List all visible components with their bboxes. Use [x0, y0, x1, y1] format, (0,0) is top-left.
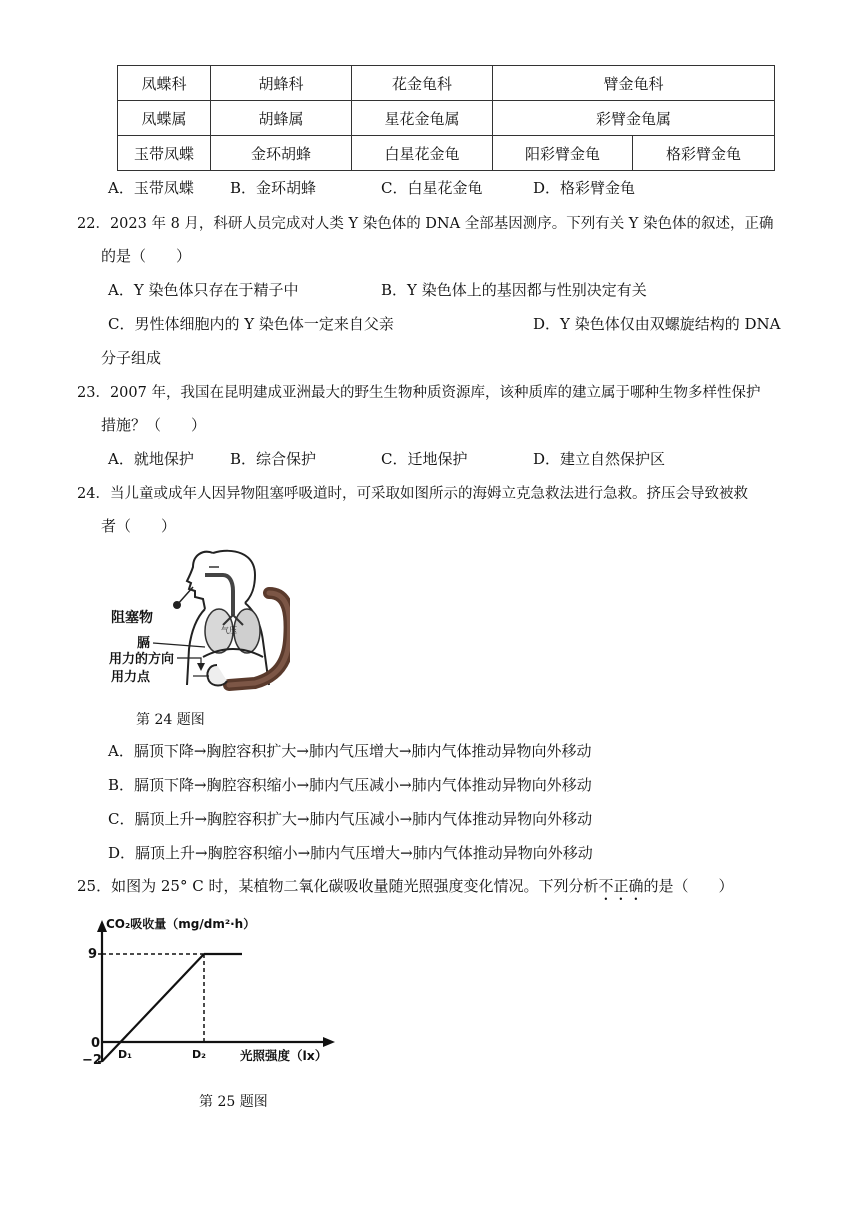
q23-stem-line2: 措施？（ ）: [101, 416, 207, 434]
figure-label-force-point: 用力点: [111, 670, 151, 685]
table-cell: 凤蝶科: [118, 66, 211, 101]
q23-option-d[interactable]: D．建立自然保护区: [533, 450, 666, 468]
table-row: [118, 101, 775, 136]
q22-option-c[interactable]: C．男性体细胞内的 Y 染色体一定来自父亲: [108, 315, 394, 333]
table-cell: 白星花金龟: [352, 136, 493, 171]
q24-stem-line1: 24．当儿童或成年人因异物阻塞呼吸道时，可采取如图所示的海姆立克急救法进行急救。挤压会导致被救: [77, 486, 748, 502]
q22-option-b[interactable]: B．Y 染色体上的基因都与性别决定有关: [381, 281, 647, 299]
x-tick-d2: D₂: [192, 1048, 206, 1061]
table-cell: 金环胡蜂: [211, 136, 352, 171]
q22-option-a[interactable]: A．Y 染色体只存在于精子中: [108, 281, 299, 299]
table-cell: 花金龟科: [352, 66, 493, 101]
co2-light-chart: [80, 908, 350, 1078]
q21-option-d[interactable]: D．格彩臂金龟: [533, 179, 636, 197]
q24-option-d[interactable]: D．膈顶上升→胸腔容积缩小→肺内气压增大→肺内气体推动异物向外移动: [108, 844, 593, 862]
table-cell: 彩臂金龟属: [493, 101, 775, 136]
q23-stem-line1: 23．2007 年，我国在昆明建成亚洲最大的野生生物种质资源库，该种质库的建立属于哪种生物多样性保护: [77, 385, 761, 401]
q24-option-a[interactable]: A．膈顶下降→胸腔容积扩大→肺内气压增大→肺内气体推动异物向外移动: [108, 742, 592, 760]
q25-stem-text: 25．如图为 25° C 时，某植物二氧化碳吸收量随光照强度变化情况。下列分析: [77, 877, 599, 895]
q23-option-a[interactable]: A．就地保护: [108, 450, 194, 468]
y-tick-0: 0: [91, 1036, 101, 1051]
y-tick-9: 9: [88, 947, 98, 962]
series-line-rising: [102, 954, 204, 1062]
figure-label-pressure: 气压: [221, 626, 237, 635]
q23-option-b[interactable]: B．综合保护: [230, 450, 317, 468]
q23-option-c[interactable]: C．迁地保护: [381, 450, 468, 468]
table-cell: 星花金龟属: [352, 101, 493, 136]
x-axis-label: 光照强度（lx）: [240, 1048, 328, 1063]
table-row: [118, 136, 775, 171]
table-cell: 玉带凤蝶: [118, 136, 211, 171]
table-cell: 胡蜂科: [211, 66, 352, 101]
q22-option-d[interactable]: D．Y 染色体仅由双螺旋结构的 DNA: [533, 315, 781, 333]
table-row: [118, 66, 775, 101]
q25-figure-caption: 第 25 题图: [199, 1094, 268, 1110]
table-cell: 胡蜂属: [211, 101, 352, 136]
q25-stem-end: 的是（ ）: [643, 877, 734, 895]
y-axis-label: CO₂吸收量（mg/dm²·h）: [106, 917, 256, 931]
table-cell: 格彩臂金龟: [633, 136, 775, 171]
q21-option-b[interactable]: B．金环胡蜂: [230, 179, 317, 197]
q22-stem-line1: 22．2023 年 8 月，科研人员完成对人类 Y 染色体的 DNA 全部基因测序。下列有关 Y 染色体的叙述，正确: [77, 216, 774, 232]
q21-option-c[interactable]: C．白星花金龟: [381, 179, 483, 197]
q25-emphasis: 不正确: [598, 877, 644, 895]
q24-option-b[interactable]: B．膈顶下降→胸腔容积缩小→肺内气压减小→肺内气体推动异物向外移动: [108, 776, 592, 794]
figure-label-force-direction: 用力的方向: [109, 652, 175, 667]
q22-option-d-cont: 分子组成: [101, 349, 162, 367]
q21-option-a[interactable]: A．玉带凤蝶: [108, 179, 194, 197]
table-cell: 凤蝶属: [118, 101, 211, 136]
classification-table: [117, 65, 775, 171]
figure-label-diaphragm: 膈: [137, 636, 151, 651]
q24-stem-line2: 者（ ）: [101, 517, 177, 535]
q25-stem: [77, 875, 734, 904]
y-tick-minus2: −2: [82, 1053, 102, 1068]
q24-option-c[interactable]: C．膈顶上升→胸腔容积扩大→肺内气压减小→肺内气体推动异物向外移动: [108, 810, 593, 828]
q22-stem-line2: 的是（ ）: [101, 247, 192, 265]
x-tick-d1: D₁: [118, 1048, 132, 1061]
figure-label-obstruction: 阻塞物: [111, 610, 153, 626]
heimlich-figure: [105, 545, 290, 695]
x-axis-arrow: [323, 1037, 335, 1047]
table-cell: 阳彩臂金龟: [493, 136, 633, 171]
q24-figure-caption: 第 24 题图: [136, 712, 205, 728]
table-cell: 臂金龟科: [493, 66, 775, 101]
